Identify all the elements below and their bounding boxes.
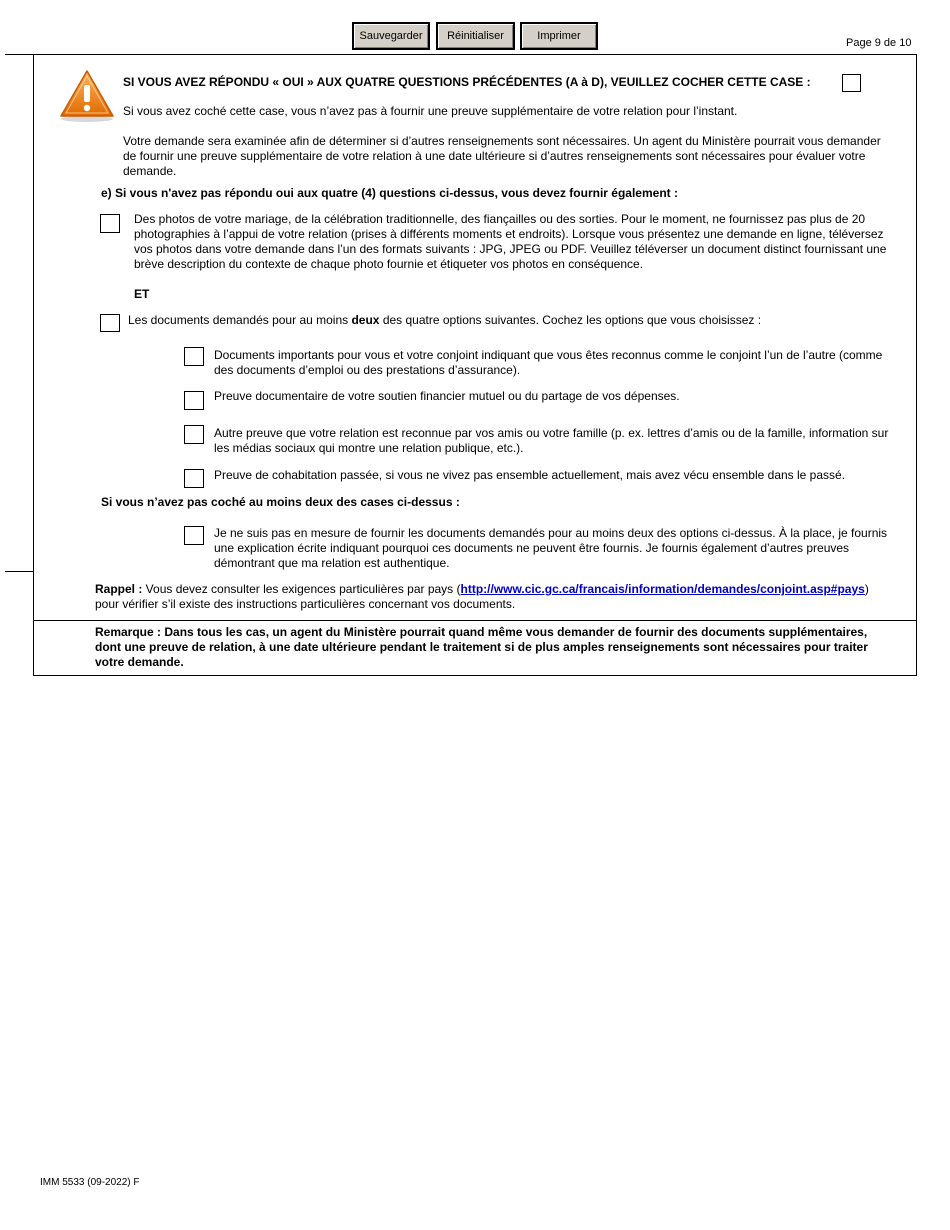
reminder-text-pre: Vous devez consulter les exigences particulières par pays ( [142,582,461,596]
reminder-label: Rappel : [95,582,143,596]
section-e-heading: e) Si vous n'avez pas répondu oui aux quatre (4) questions ci-dessus, vous devez fournir également : [101,186,678,200]
option-checkbox[interactable] [184,391,204,410]
warning-icon [58,68,116,124]
documents-checkbox[interactable] [100,314,120,332]
frame-section-divider-right [916,571,917,572]
frame-bottom-border [33,675,917,676]
reminder [95,582,910,597]
remark-text: Remarque : Dans tous les cas, un agent du Ministère pourrait quand même vous demander de fournir des documents supplémentaires, dont une preuve de relation, à une date ultérieure pendant le traitement si de plus amples renseignements sont nécessaires pour traiter votre demande. [95,625,868,669]
frame-top-border [5,54,917,55]
documents-text-post: des quatre options suivantes. Cochez les options que vous choisissez : [379,313,762,327]
reminder-text-post: ) [864,582,869,596]
frame-section-divider [5,571,33,572]
option-text: Preuve de cohabitation passée, si vous ne vivez pas ensemble actuellement, mais avez vécu ensemble dans le passé. [214,468,846,482]
save-button[interactable]: Sauvegarder [352,22,430,50]
documents-text-pre: Les documents demandés pour au moins [128,313,352,327]
country-requirements-link[interactable]: http://www.cic.gc.ca/francais/information/demandes/conjoint.asp#pays [460,582,865,596]
option-checkbox[interactable] [184,469,204,488]
frame-right-border [916,55,917,676]
confirm-note-2: Votre demande sera examinée afin de déterminer si d’autres renseignements sont nécessaires. Un agent du Ministère pourrait vous demander de fournir une preuve supplémentaire de votre relation à une date ultérieure si d’autres renseignements sont nécessaires pour évaluer votre demande. [123,134,881,178]
remark-top-border [33,620,917,621]
reminder-line-2: pour vérifier s’il existe des instructions particulières concernant vos documents. [95,597,516,611]
option-checkbox[interactable] [184,347,204,366]
et-label: ET [134,287,150,301]
confirm-question: SI VOUS AVEZ RÉPONDU « OUI » AUX QUATRE QUESTIONS PRÉCÉDENTES (A à D), VEUILLEZ COCHER CETTE CASE : [123,75,811,89]
page-number: Page 9 de 10 [846,37,912,49]
option-text: Preuve documentaire de votre soutien financier mutuel ou du partage de vos dépenses. [214,389,680,403]
confirm-all-yes-checkbox[interactable] [842,74,861,92]
reset-button[interactable]: Réinitialiser [436,22,515,50]
documents-text [128,313,888,328]
confirm-note-1: Si vous avez coché cette case, vous n’avez pas à fournir une preuve supplémentaire de votre relation pour l’instant. [123,104,738,118]
fallback-heading: Si vous n’avez pas coché au moins deux des cases ci-dessus : [101,495,460,509]
fallback-checkbox[interactable] [184,526,204,545]
option-text: Documents importants pour vous et votre conjoint indiquant que vous êtes reconnus comme le conjoint l’un de l’autre (comme des documents d’emploi ou des prestations d’assurance). [214,348,883,377]
photos-text: Des photos de votre mariage, de la célébration traditionnelle, des fiançailles ou des sorties. Pour le moment, ne fournissez pas plus de 20 photographies à l’appui de votre relation (prises à différents moments et endroits). Lorsque vous présentez une demande en ligne, téléversez vos photos dans votre demande dans l’un des formats suivants : JPG, JPEG ou PDF. Veuillez téléverser un document distinct fournissant une brève description du contexte de chaque photo fournie et étiqueter vos photos en conséquence. [134,212,887,271]
option-text: Autre preuve que votre relation est reconnue par vos amis ou votre famille (p. ex. lettres d’amis ou de la famille, information sur les médias sociaux qui montre une relation publique, etc.). [214,426,889,455]
form-identifier: IMM 5533 (09-2022) F [40,1177,140,1188]
documents-text-emphasis: deux [351,313,380,327]
fallback-text: Je ne suis pas en mesure de fournir les documents demandés pour au moins deux des options ci-dessus. À la place, je fournis une explication écrite indiquant pourquoi ces documents ne peuvent être fournis. Je fournis également d’autres preuves démontrant que ma relation est authentique. [214,526,888,570]
option-checkbox[interactable] [184,425,204,444]
print-button[interactable]: Imprimer [520,22,598,50]
photos-checkbox[interactable] [100,214,120,233]
frame-left-border [33,55,34,676]
